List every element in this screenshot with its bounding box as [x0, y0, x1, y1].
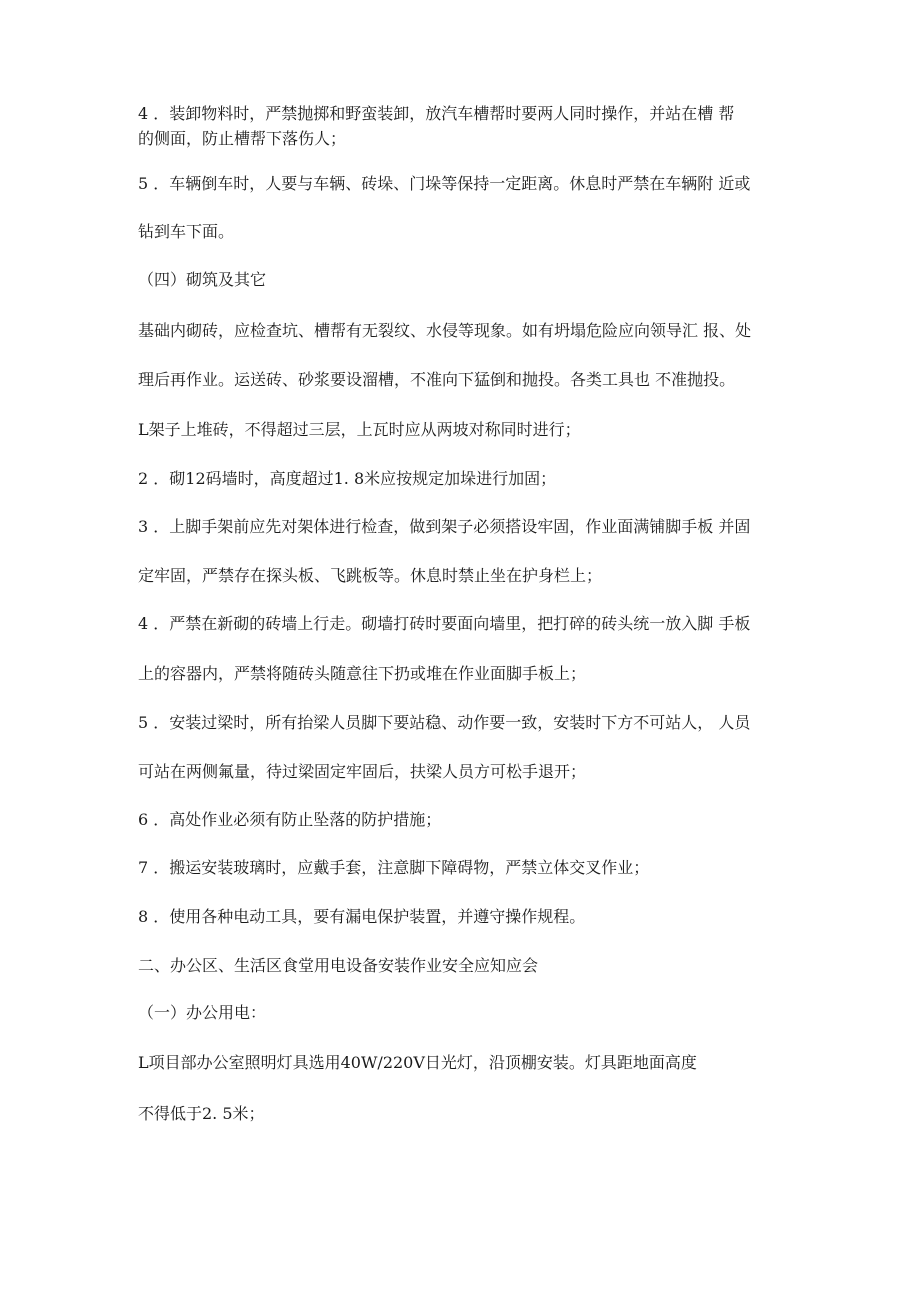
section-heading: 二、办公区、生活区食堂用电设备安装作业安全应知应会: [138, 956, 539, 975]
text-line: L架子上堆砖，不得超过三层，上瓦时应从两坡对称同时进行；: [138, 420, 581, 439]
text-line: 不得低于2. 5米；: [138, 1104, 265, 1123]
text-line: 5 ．安装过梁时，所有抬梁人员脚下要站稳、动作要一致，安装时下方不可站人， 人员: [138, 713, 751, 732]
text-line: L项目部办公室照明灯具选用40W/220V日光灯，沿顶棚安装。灯具距地面高度: [138, 1053, 697, 1072]
text-line: 8 ．使用各种电动工具，要有漏电保护装置，并遵守操作规程。: [138, 907, 586, 926]
text-line: 上的容器内，严禁将随砖头随意往下扔或堆在作业面脚手板上；: [138, 664, 587, 683]
text-line: 定牢固，严禁存在探头板、飞跳板等。休息时禁止坐在护身栏上；: [138, 566, 603, 585]
section-heading: （四）砌筑及其它: [138, 270, 267, 289]
text-line: 的侧面，防止槽帮下落伤人；: [138, 129, 347, 148]
text-line: 2 ．砌12码墙时，高度超过1. 8米应按规定加垛进行加固；: [138, 469, 557, 488]
text-line: 钻到车下面。: [138, 222, 235, 241]
text-line: 基础内砌砖，应检查坑、槽帮有无裂纹、水侵等现象。如有坍塌危险应向领导汇 报、处: [138, 321, 752, 340]
text-line: 5 ．车辆倒车时，人要与车辆、砖垛、门垛等保持一定距离。休息时严禁在车辆附 近或: [138, 174, 751, 193]
text-line: 6 ．高处作业必须有防止坠落的防护措施；: [138, 810, 442, 829]
text-line: 可站在两侧氟量，待过梁固定牢固后，扶梁人员方可松手退开；: [138, 762, 587, 781]
text-line: 3 ．上脚手架前应先对架体进行检查，做到架子必须搭设牢固，作业面满铺脚手板 并固: [138, 517, 751, 536]
text-line: 4 ．严禁在新砌的砖墙上行走。砌墙打砖时要面向墙里，把打碎的砖头统一放入脚 手板: [138, 614, 751, 633]
text-line: 7 ．搬运安装玻璃时，应戴手套，注意脚下障碍物，严禁立体交叉作业；: [138, 858, 650, 877]
subsection-heading: （一）办公用电：: [138, 1003, 267, 1022]
text-line: 4 ．装卸物料时，严禁抛掷和野蛮装卸，放汽车槽帮时要两人同时操作，并站在槽 帮: [138, 104, 735, 123]
text-line: 理后再作业。运送砖、砂浆要设溜槽，不准向下猛倒和抛投。各类工具也 不准抛投。: [138, 370, 736, 389]
